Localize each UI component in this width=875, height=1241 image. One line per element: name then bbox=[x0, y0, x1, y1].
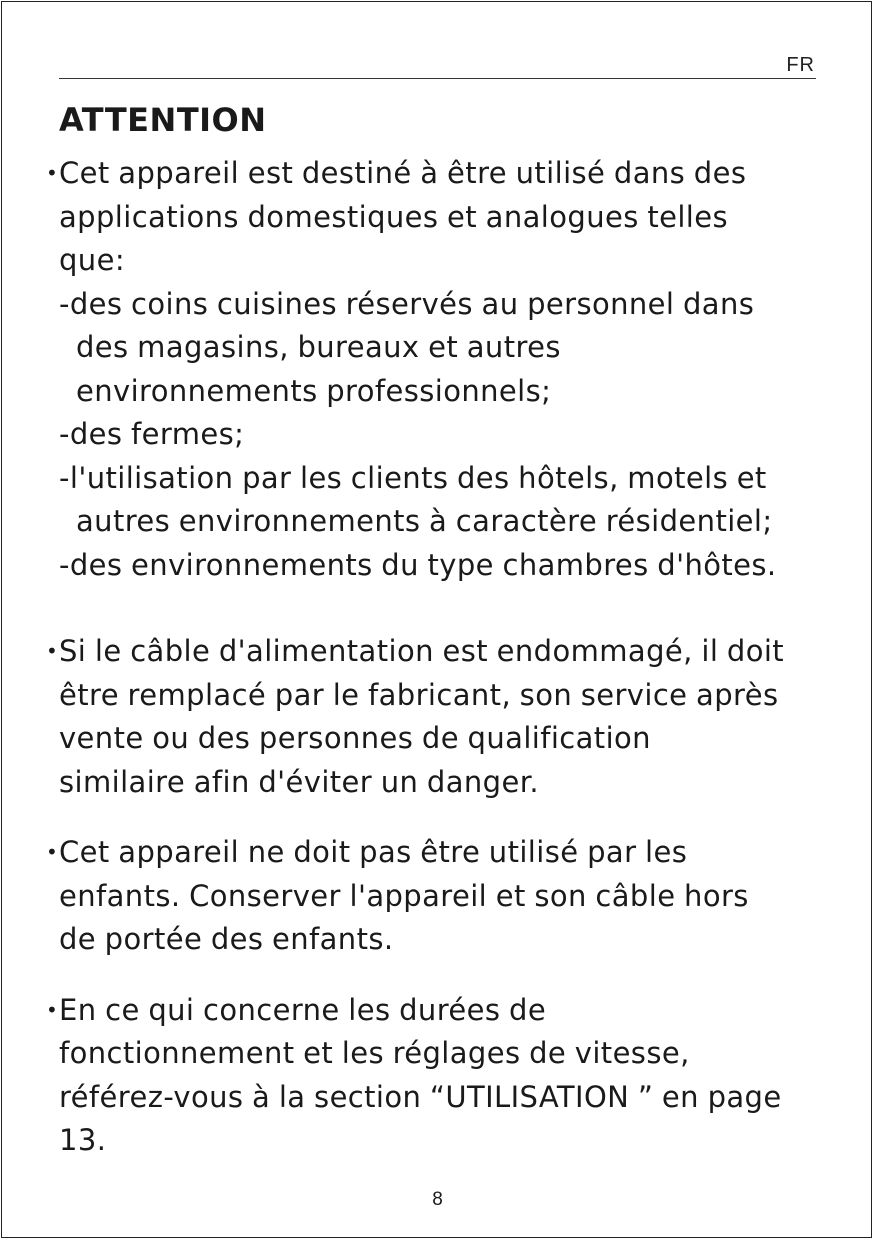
paragraph-line: de portée des enfants. bbox=[59, 922, 394, 956]
spacer bbox=[59, 962, 829, 989]
spacer bbox=[59, 587, 829, 630]
language-label: FR bbox=[786, 54, 815, 76]
paragraph-line: fonctionnement et les réglages de vitesse, bbox=[59, 1036, 690, 1070]
paragraph-line: similaire afin d'éviter un danger. bbox=[59, 764, 540, 799]
paragraph-line: vente ou des personnes de qualification bbox=[59, 721, 651, 755]
page-title: ATTENTION bbox=[59, 101, 267, 139]
paragraph-text: En ce qui concerne les durées de bbox=[59, 992, 547, 1027]
paragraph-children bbox=[46, 831, 829, 962]
paragraph-text: Cet appareil est destiné à être utilisé dans des bbox=[59, 156, 747, 190]
paragraph-usage bbox=[46, 152, 829, 587]
list-item-continuation: environnements professionnels; bbox=[76, 373, 552, 408]
bullet-icon: • bbox=[46, 161, 59, 185]
paragraph-line: 13. bbox=[59, 1123, 107, 1157]
list-item: -des fermes; bbox=[59, 417, 245, 451]
bullet-icon: • bbox=[46, 840, 59, 864]
paragraph-line bbox=[46, 831, 829, 875]
page-number: 8 bbox=[432, 1189, 443, 1210]
paragraph-line bbox=[46, 630, 829, 674]
paragraph-line: que: bbox=[59, 243, 126, 277]
bullet-icon: • bbox=[46, 639, 59, 663]
paragraph-power-cable bbox=[46, 630, 829, 804]
bullet-icon: • bbox=[46, 997, 59, 1022]
list-item-continuation: autres environnements à caractère résidentiel; bbox=[76, 504, 773, 538]
paragraph-operation bbox=[46, 989, 829, 1163]
spacer bbox=[59, 804, 829, 831]
list-item-continuation: des magasins, bureaux et autres bbox=[76, 330, 561, 364]
paragraph-line: applications domestiques et analogues telles bbox=[59, 199, 729, 234]
list-item: -des environnements du type chambres d'hôtes. bbox=[59, 547, 777, 582]
paragraph-line: enfants. Conserver l'appareil et son câble hors bbox=[59, 878, 749, 913]
paragraph-text: Cet appareil ne doit pas être utilisé par les bbox=[59, 835, 688, 869]
paragraph-line bbox=[46, 152, 829, 196]
content-body bbox=[46, 152, 829, 1163]
paragraph-line bbox=[46, 989, 829, 1033]
paragraph-text: Si le câble d'alimentation est endommagé, il doit bbox=[59, 634, 785, 668]
paragraph-line: référez-vous à la section “UTILISATION ” en page bbox=[59, 1079, 782, 1114]
paragraph-line: être remplacé par le fabricant, son service après bbox=[59, 677, 779, 712]
list-item: -l'utilisation par les clients des hôtels, motels et bbox=[59, 460, 767, 495]
list-item: -des coins cuisines réservés au personnel dans bbox=[59, 286, 755, 321]
header-rule bbox=[59, 78, 816, 79]
